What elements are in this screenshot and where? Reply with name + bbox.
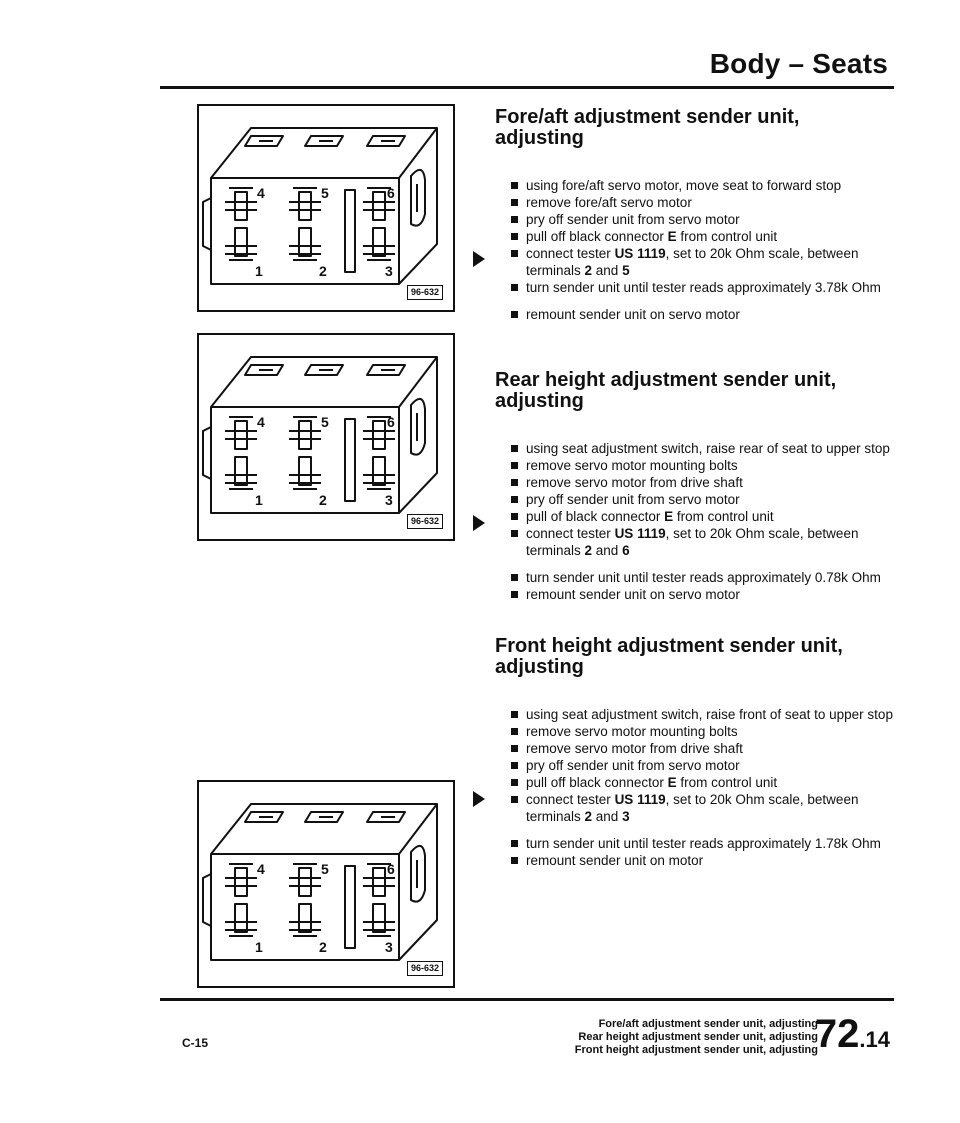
step-item [511,774,895,791]
section-heading-line: Fore/aft adjustment sender unit, [495,106,800,128]
section-heading [495,370,895,412]
step-text: remove servo motor mounting bolts [526,458,738,473]
step-item [511,852,895,869]
section-heading-line: adjusting [495,656,584,678]
step-item [511,740,895,757]
step-text-bold: 2 [584,263,593,278]
connector-illustration [197,333,455,541]
step-text: using fore/aft servo motor, move seat to forward stop [526,178,842,193]
step-item [511,791,895,825]
step-text: pry off sender unit from servo motor [526,492,740,507]
connector-illustration [197,104,455,312]
section-heading [495,107,895,149]
section-heading-line: Front height adjustment sender unit, [495,635,843,657]
terminal-number: 3 [385,939,393,955]
step-text: pull off black connector [526,229,668,244]
step-text-bold: US 1119 [614,246,666,261]
section-fore-aft [495,107,895,323]
terminal-number: 6 [387,414,395,430]
steps-list [495,706,895,869]
step-text: , set to 20k Ohm scale, between terminals [526,246,859,278]
step-text: turn sender unit until tester reads approximately 1.78k Ohm [526,836,881,851]
figure-number: 96-632 [407,285,443,300]
step-text: and [592,263,623,278]
step-text: connect tester [526,792,615,807]
step-text-bold: 2 [584,809,593,824]
terminal-number: 1 [255,263,263,279]
step-text: remove servo motor from drive shaft [526,475,743,490]
footer-topic: Fore/aft adjustment sender unit, adjusting [598,1018,818,1030]
figure-number: 96-632 [407,514,443,529]
terminal-number: 3 [385,492,393,508]
step-item [511,491,895,508]
section-heading-line: adjusting [495,390,584,412]
footer-topic-list [575,1018,818,1057]
step-item [511,194,895,211]
step-item [511,177,895,194]
step-item [511,245,895,279]
step-item [511,440,895,457]
step-text: pull off black connector [526,775,668,790]
terminal-number: 1 [255,939,263,955]
step-item [511,525,895,559]
step-item [511,586,895,603]
step-text: and [592,809,623,824]
step-text-bold: US 1119 [614,526,666,541]
step-text-bold: 6 [622,543,630,558]
step-text: remount sender unit on servo motor [526,307,740,322]
connector-illustration [197,780,455,988]
section-heading [495,636,895,678]
footer-topic: Front height adjustment sender unit, adjusting [574,1044,818,1056]
step-item [511,835,895,852]
step-text-bold: E [667,775,677,790]
step-text: pry off sender unit from servo motor [526,758,740,773]
step-text: pry off sender unit from servo motor [526,212,740,227]
step-text: from control unit [676,775,778,790]
step-item [511,569,895,586]
step-item [511,757,895,774]
terminal-number: 4 [257,414,265,430]
step-item [511,211,895,228]
step-text: , set to 20k Ohm scale, between terminals [526,792,859,824]
terminal-number: 2 [319,939,327,955]
terminal-number: 2 [319,492,327,508]
step-text: , set to 20k Ohm scale, between terminals [526,526,859,558]
step-text: remove fore/aft servo motor [526,195,692,210]
terminal-number: 6 [387,185,395,201]
page-header-title: Body – Seats [709,48,888,79]
connector-drawing [199,106,453,310]
step-text: remove servo motor from drive shaft [526,741,743,756]
page-code: C-15 [182,1036,209,1050]
connector-drawing [199,782,453,986]
footer-rule [160,998,894,1001]
step-text-bold: US 1119 [614,792,666,807]
section-front-height [495,636,895,869]
figure-pointer-arrow [473,515,485,531]
figure-pointer-arrow [473,251,485,267]
step-text: turn sender unit until tester reads approximately 3.78k Ohm [526,280,881,295]
steps-list [495,177,895,323]
connector-drawing [199,335,453,539]
terminal-number: 3 [385,263,393,279]
steps-list [495,440,895,603]
terminal-number: 1 [255,492,263,508]
terminal-number: 6 [387,861,395,877]
figure-pointer-arrow [473,791,485,807]
terminal-number: 5 [321,861,329,877]
step-text: turn sender unit until tester reads approximately 0.78k Ohm [526,570,881,585]
step-text: connect tester [526,246,615,261]
step-text: pull of black connector [526,509,665,524]
page-number [815,1012,890,1057]
page-number-minor: .14 [859,1027,890,1052]
page-number-major: 72 [814,1012,860,1056]
step-text: from control unit [673,509,774,524]
header-rule [160,86,894,89]
step-item [511,457,895,474]
terminal-number: 5 [321,185,329,201]
step-item [511,306,895,323]
terminal-number: 4 [257,185,265,201]
terminal-number: 2 [319,263,327,279]
step-text: remove servo motor mounting bolts [526,724,738,739]
step-text-bold: 3 [622,809,630,824]
section-heading-line: Rear height adjustment sender unit, [495,369,837,391]
section-heading-line: adjusting [495,127,584,149]
step-item [511,706,895,723]
section-rear-height [495,370,895,603]
terminal-number: 5 [321,414,329,430]
step-text: remount sender unit on motor [526,853,704,868]
terminal-number: 4 [257,861,265,877]
step-item [511,228,895,245]
step-text-bold: E [664,509,674,524]
footer-topic: Rear height adjustment sender unit, adjusting [578,1031,818,1043]
step-item [511,723,895,740]
step-text-bold: 5 [622,263,630,278]
step-text: from control unit [676,229,778,244]
step-text: using seat adjustment switch, raise rear of seat to upper stop [526,441,890,456]
figure-number: 96-632 [407,961,443,976]
step-text-bold: E [667,229,677,244]
step-text: connect tester [526,526,615,541]
step-text: and [592,543,623,558]
step-text: using seat adjustment switch, raise front of seat to upper stop [526,707,893,722]
step-text: remount sender unit on servo motor [526,587,740,602]
step-item [511,508,895,525]
step-item [511,279,895,296]
step-text-bold: 2 [584,543,593,558]
step-item [511,474,895,491]
